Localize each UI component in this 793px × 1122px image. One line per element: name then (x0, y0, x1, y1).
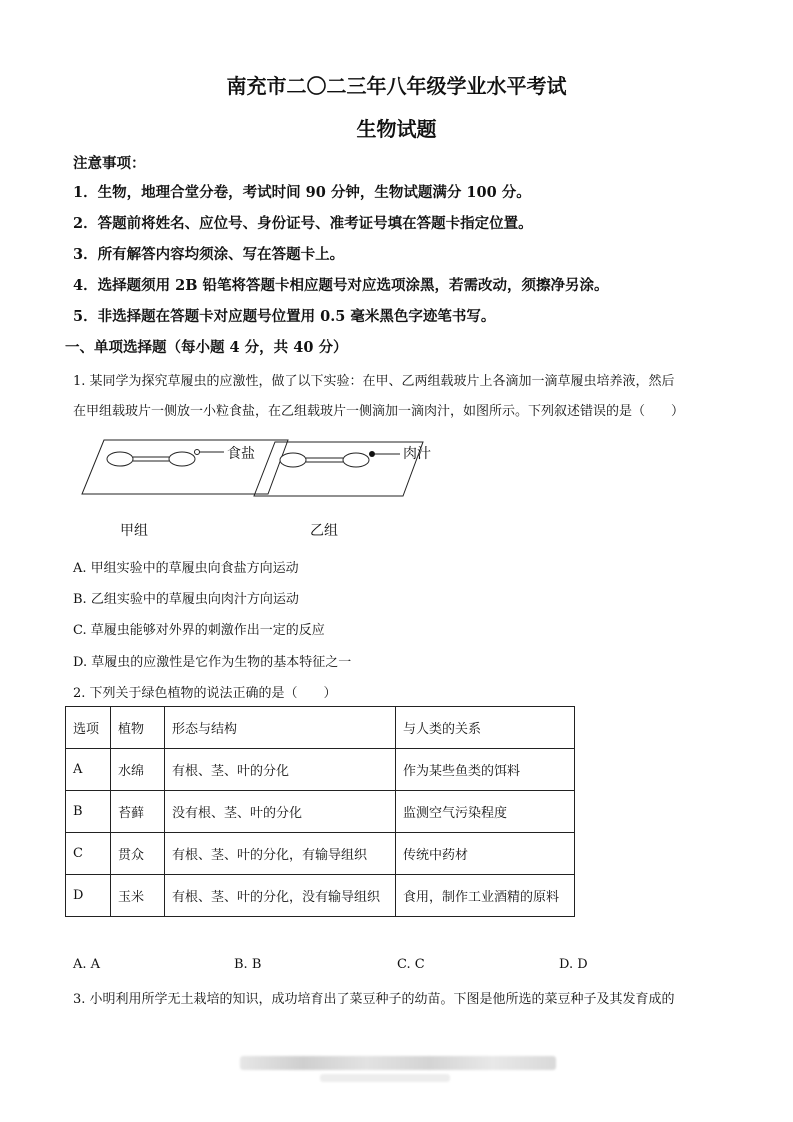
table-cell: 有根、茎、叶的分化，有输导组织 (165, 833, 396, 875)
table-cell: 有根、茎、叶的分化 (165, 749, 396, 791)
drop-a-right (169, 452, 195, 466)
question-1-line-2: 在甲组载玻片一侧放一小粒食盐，在乙组载玻片一侧滴加一滴肉汁，如图所示。下列叙述错误的是（ ） (73, 404, 685, 419)
label-juice: 肉汁 (403, 446, 431, 462)
question-1-line-1: 1. 某同学为探究草履虫的应激性，做了以下实验：在甲、乙两组载玻片上各滴加一滴草履虫培养液，然后 (73, 374, 675, 389)
question-2-answer-b: B. B (234, 957, 262, 972)
slide-a-outline (82, 440, 288, 494)
salt-grain (195, 450, 200, 455)
drop-b-right (343, 453, 369, 467)
label-group-a: 甲组 (120, 523, 148, 539)
question-1-option-b: B. 乙组实验中的草履虫向肉汁方向运动 (73, 592, 299, 607)
table-header-cell: 选项 (66, 707, 111, 749)
note-item: 3．所有解答内容均须涂、写在答题卡上。 (73, 246, 345, 263)
question-2-answer-d: D. D (559, 957, 588, 972)
table-cell: 作为某些鱼类的饵料 (396, 749, 575, 791)
question-2-answer-c: C. C (397, 957, 425, 972)
section-heading: 一、单项选择题（每小题 4 分，共 40 分） (65, 339, 348, 356)
note-item: 2．答题前将姓名、应位号、身份证号、准考证号填在答题卡指定位置。 (73, 215, 533, 232)
table-header-row (66, 707, 575, 749)
table-row (66, 791, 575, 833)
plants-table (65, 706, 575, 917)
question-1-option-a: A. 甲组实验中的草履虫向食盐方向运动 (73, 561, 299, 576)
label-group-b: 乙组 (310, 523, 338, 539)
question-3-line-1: 3. 小明利用所学无土栽培的知识，成功培育出了菜豆种子的幼苗。下图是他所选的菜豆种子及其发育成的 (73, 992, 675, 1007)
question-1-option-c: C. 草履虫能够对外界的刺激作出一定的反应 (73, 623, 325, 638)
table-header-cell: 与人类的关系 (396, 707, 575, 749)
note-item: 4．选择题须用 2B 铅笔将答题卡相应题号对应选项涂黑，若需改动，须擦净另涂。 (73, 277, 609, 294)
table-row (66, 749, 575, 791)
note-item: 1．生物，地理合堂分卷，考试时间 90 分钟，生物试题满分 100 分。 (73, 184, 531, 201)
table-cell: 苔藓 (111, 791, 165, 833)
table-cell: 水绵 (111, 749, 165, 791)
question-2-answer-a: A. A (73, 957, 101, 972)
table-row (66, 875, 575, 917)
question-2-stem: 2. 下列关于绿色植物的说法正确的是（ ） (73, 686, 337, 701)
table-cell: B (66, 791, 111, 833)
question-1-option-d: D. 草履虫的应激性是它作为生物的基本特征之一 (73, 655, 352, 670)
note-item: 5．非选择题在答题卡对应题号位置用 0.5 毫米黑色字迹笔书写。 (73, 308, 496, 325)
table-cell: A (66, 749, 111, 791)
table-cell: 有根、茎、叶的分化，没有输导组织 (165, 875, 396, 917)
table-cell: 食用，制作工业酒精的原料 (396, 875, 575, 917)
blurred-watermark-line (320, 1074, 450, 1082)
table-cell: 没有根、茎、叶的分化 (165, 791, 396, 833)
drop-b-left (280, 453, 306, 467)
blurred-watermark (240, 1056, 556, 1070)
table-row (66, 833, 575, 875)
table-header-cell: 植物 (111, 707, 165, 749)
slide-b-outline (254, 442, 423, 496)
page-title: 南充市二〇二三年八年级学业水平考试 (226, 74, 567, 98)
table-cell: D (66, 875, 111, 917)
table-cell: C (66, 833, 111, 875)
juice-drop (369, 451, 375, 457)
label-salt: 食盐 (227, 446, 255, 462)
table-cell: 传统中药材 (396, 833, 575, 875)
table-cell: 玉米 (111, 875, 165, 917)
table-cell: 监测空气污染程度 (396, 791, 575, 833)
table-header-cell: 形态与结构 (165, 707, 396, 749)
table-cell: 贯众 (111, 833, 165, 875)
notes-heading: 注意事项： (73, 155, 146, 172)
drop-a-left (107, 452, 133, 466)
page-subtitle: 生物试题 (356, 117, 437, 141)
